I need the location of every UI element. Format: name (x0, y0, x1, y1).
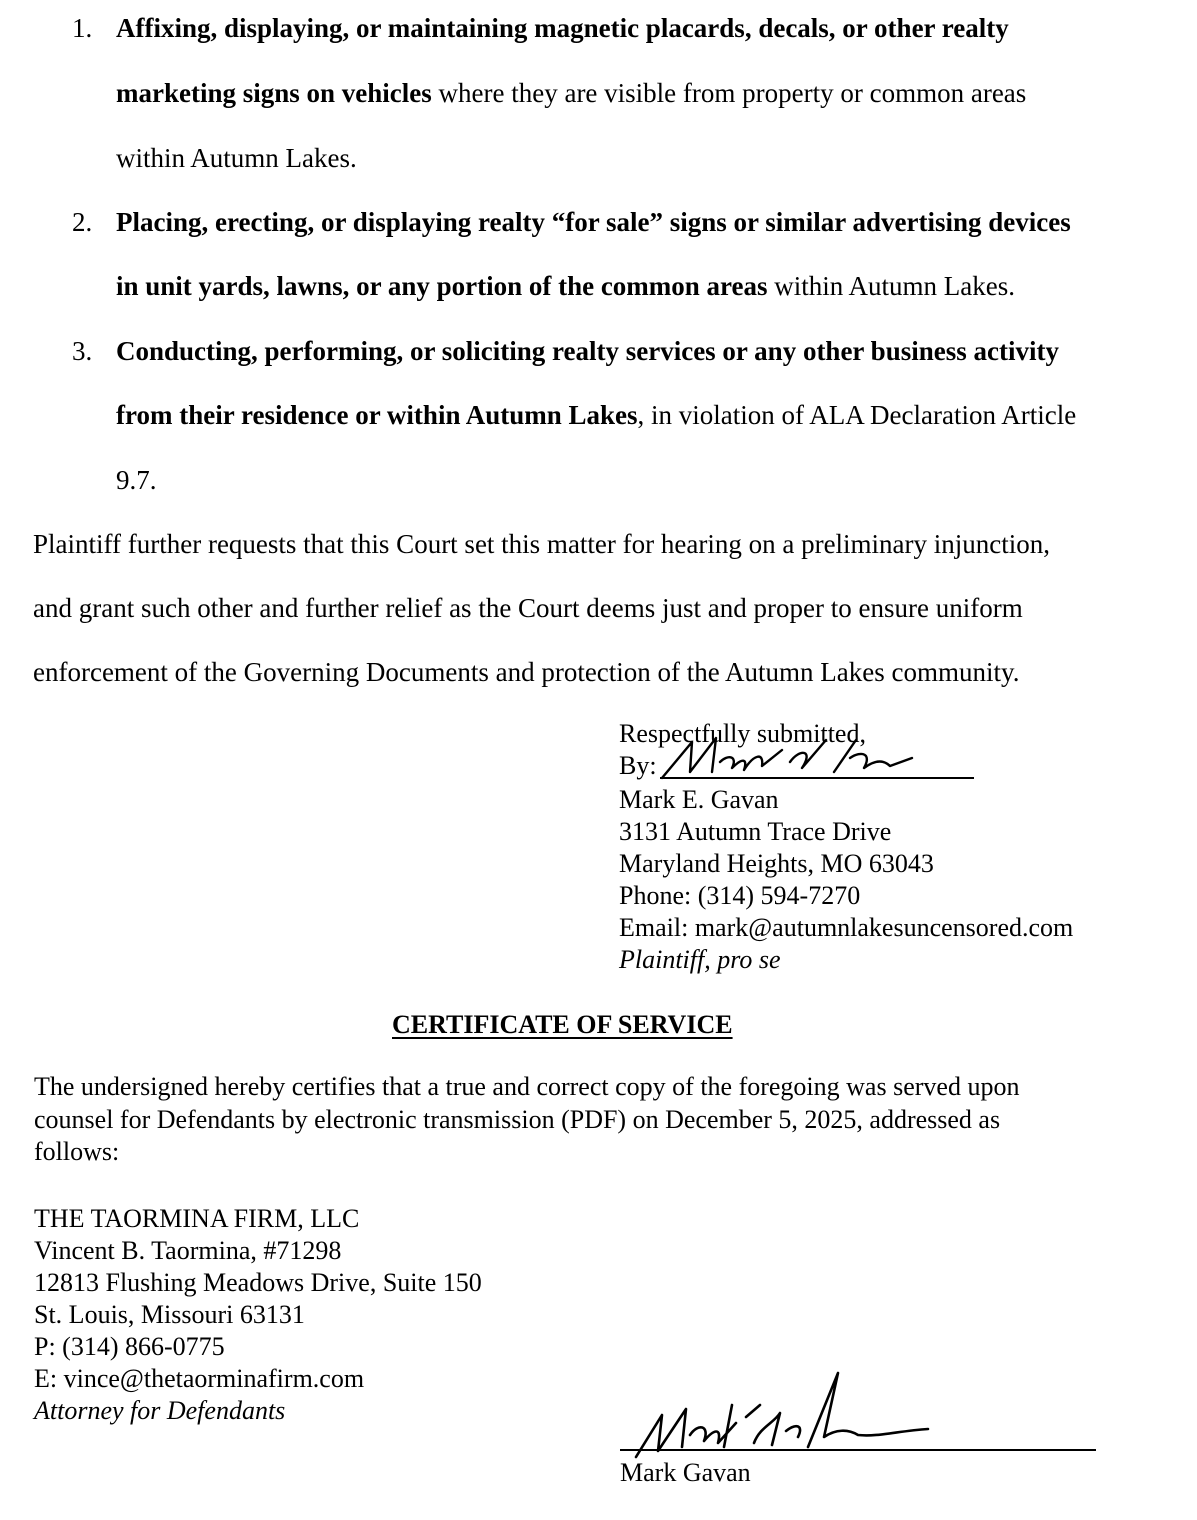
certificate-line-1: The undersigned hereby certifies that a true and correct copy of the foregoing was served upon (34, 1072, 1020, 1101)
signature-scribble-top (650, 728, 980, 786)
final-signer-name: Mark Gavan (620, 1458, 751, 1487)
counsel-address-2: St. Louis, Missouri 63131 (34, 1300, 305, 1329)
signer-name: Mark E. Gavan (619, 785, 779, 814)
signer-address-2: Maryland Heights, MO 63043 (619, 849, 934, 878)
signer-address-1: 3131 Autumn Trace Drive (619, 817, 892, 846)
list-item-3-number: 3. (72, 336, 93, 366)
signer-email: Email: mark@autumnlakesuncensored.com (619, 913, 1074, 942)
signer-role: Plaintiff, pro se (619, 945, 781, 974)
certificate-line-3: follows: (34, 1137, 120, 1166)
list-item-3-line-1: Conducting, performing, or soliciting realty services or any other business activity (116, 336, 1059, 366)
list-item-1-number: 1. (72, 13, 93, 43)
request-line-3: enforcement of the Governing Documents and protection of the Autumn Lakes community. (33, 657, 1020, 687)
signature-line-bottom (620, 1449, 1096, 1451)
list-item-2-number: 2. (72, 207, 93, 237)
counsel-address-1: 12813 Flushing Meadows Drive, Suite 150 (34, 1268, 482, 1297)
by-label: By: (619, 751, 657, 780)
respectfully-submitted: Respectfully submitted, (619, 719, 866, 748)
request-line-1: Plaintiff further requests that this Court set this matter for hearing on a preliminary injunction, (33, 529, 1051, 559)
counsel-role: Attorney for Defendants (34, 1396, 286, 1425)
list-item-2-line-2: in unit yards, lawns, or any portion of the common areas within Autumn Lakes. (116, 271, 1016, 301)
list-item-3-line-3: 9.7. (116, 465, 157, 495)
counsel-firm: THE TAORMINA FIRM, LLC (34, 1204, 360, 1233)
request-line-2: and grant such other and further relief as the Court deems just and proper to ensure uniform (33, 593, 1023, 623)
counsel-email: E: vince@thetaorminafirm.com (34, 1364, 365, 1393)
certificate-line-2: counsel for Defendants by electronic transmission (PDF) on December 5, 2025, addressed as (34, 1105, 1001, 1134)
signer-phone: Phone: (314) 594-7270 (619, 881, 861, 910)
certificate-title: CERTIFICATE OF SERVICE (392, 1010, 733, 1039)
list-item-3-line-2: from their residence or within Autumn Lakes, in violation of ALA Declaration Article (116, 400, 1077, 430)
counsel-phone: P: (314) 866-0775 (34, 1332, 225, 1361)
list-item-1-line-2: marketing signs on vehicles where they are visible from property or common areas (116, 78, 1027, 108)
counsel-attorney: Vincent B. Taormina, #71298 (34, 1236, 342, 1265)
list-item-1-line-1: Affixing, displaying, or maintaining magnetic placards, decals, or other realty (116, 13, 1009, 43)
list-item-1-line-3: within Autumn Lakes. (116, 143, 357, 173)
list-item-2-line-1: Placing, erecting, or displaying realty “for sale” signs or similar advertising devices (116, 207, 1071, 237)
